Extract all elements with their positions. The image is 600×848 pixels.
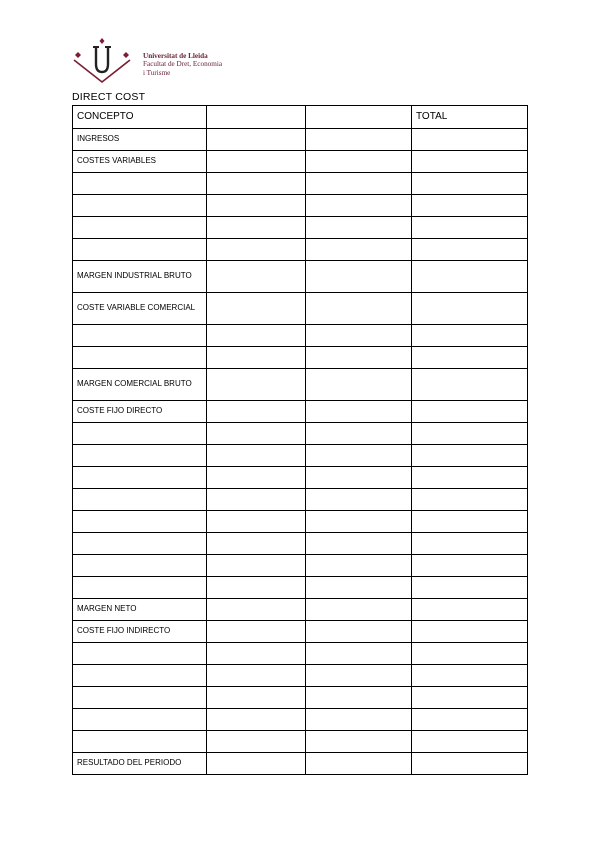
total-cell: [412, 239, 528, 261]
value-cell: [207, 709, 306, 731]
direct-cost-table: [72, 105, 528, 775]
value-cell: [207, 511, 306, 533]
table-row: [73, 401, 528, 423]
table-row: [73, 621, 528, 643]
value-cell: [207, 533, 306, 555]
value-cell: [207, 489, 306, 511]
value-cell: [306, 129, 412, 151]
table-row: [73, 665, 528, 687]
value-cell: [306, 621, 412, 643]
value-cell: [207, 423, 306, 445]
total-cell: [412, 511, 528, 533]
concept-cell: [73, 687, 207, 709]
value-cell: [306, 401, 412, 423]
value-cell: [207, 467, 306, 489]
table-row: [73, 445, 528, 467]
table-row: [73, 293, 528, 325]
value-cell: [207, 129, 306, 151]
total-cell: [412, 621, 528, 643]
concept-cell: [73, 325, 207, 347]
table-row: [73, 489, 528, 511]
concept-cell: [73, 555, 207, 577]
total-cell: [412, 665, 528, 687]
concept-cell: COSTE VARIABLE COMERCIAL: [73, 293, 207, 325]
table-row: [73, 369, 528, 401]
table-row: [73, 239, 528, 261]
value-cell: [306, 151, 412, 173]
table-row: [73, 151, 528, 173]
table-row: [73, 217, 528, 239]
value-cell: [306, 261, 412, 293]
concept-cell: [73, 533, 207, 555]
table-row: [73, 173, 528, 195]
table-row: [73, 347, 528, 369]
total-cell: [412, 347, 528, 369]
total-cell: [412, 129, 528, 151]
total-cell: [412, 151, 528, 173]
concept-cell: [73, 665, 207, 687]
table-row: [73, 753, 528, 775]
table-row: [73, 325, 528, 347]
value-cell: [306, 423, 412, 445]
value-cell: [207, 261, 306, 293]
total-cell: [412, 173, 528, 195]
table-row: [73, 709, 528, 731]
value-cell: [306, 239, 412, 261]
value-cell: [306, 643, 412, 665]
table-row: [73, 261, 528, 293]
value-cell: [207, 643, 306, 665]
value-cell: [207, 555, 306, 577]
document-title: DIRECT COST: [72, 91, 146, 103]
total-cell: [412, 423, 528, 445]
value-cell: [207, 599, 306, 621]
total-cell: [412, 195, 528, 217]
value-cell: [207, 753, 306, 775]
table-row: [73, 599, 528, 621]
table-row: [73, 195, 528, 217]
concept-cell: [73, 217, 207, 239]
concept-cell: [73, 173, 207, 195]
logo-line-2: Facultat de Dret, Economia: [143, 60, 223, 69]
table-row: [73, 423, 528, 445]
total-cell: [412, 467, 528, 489]
value-cell: [306, 489, 412, 511]
table-body: [73, 106, 528, 775]
value-cell: [306, 347, 412, 369]
table-row: [73, 577, 528, 599]
total-cell: [412, 599, 528, 621]
value-cell: [207, 621, 306, 643]
value-cell: [306, 217, 412, 239]
university-emblem-icon: [70, 36, 134, 86]
value-cell: [306, 173, 412, 195]
value-cell: [306, 325, 412, 347]
value-cell: [207, 173, 306, 195]
concept-cell: [73, 731, 207, 753]
column-header-total: TOTAL: [412, 106, 528, 129]
concept-cell: [73, 467, 207, 489]
concept-cell: COSTE FIJO INDIRECTO: [73, 621, 207, 643]
value-cell: [306, 369, 412, 401]
value-cell: [207, 731, 306, 753]
total-cell: [412, 577, 528, 599]
value-cell: [207, 577, 306, 599]
concept-cell: MARGEN NETO: [73, 599, 207, 621]
value-cell: [306, 709, 412, 731]
total-cell: [412, 261, 528, 293]
value-cell: [306, 467, 412, 489]
concept-cell: [73, 643, 207, 665]
table-row: [73, 467, 528, 489]
total-cell: [412, 555, 528, 577]
total-cell: [412, 325, 528, 347]
total-cell: [412, 709, 528, 731]
concept-cell: [73, 709, 207, 731]
total-cell: [412, 753, 528, 775]
column-header-concepto: CONCEPTO: [73, 106, 207, 129]
value-cell: [306, 511, 412, 533]
table-row: [73, 643, 528, 665]
value-cell: [207, 195, 306, 217]
concept-cell: [73, 423, 207, 445]
total-cell: [412, 445, 528, 467]
value-cell: [207, 293, 306, 325]
value-cell: [207, 347, 306, 369]
table-row: [73, 731, 528, 753]
column-header-2: [207, 106, 306, 129]
concept-cell: [73, 577, 207, 599]
value-cell: [207, 217, 306, 239]
concept-cell: COSTES VARIABLES: [73, 151, 207, 173]
value-cell: [306, 555, 412, 577]
total-cell: [412, 731, 528, 753]
concept-cell: MARGEN COMERCIAL BRUTO: [73, 369, 207, 401]
value-cell: [207, 665, 306, 687]
concept-cell: [73, 239, 207, 261]
value-cell: [207, 369, 306, 401]
concept-cell: [73, 511, 207, 533]
total-cell: [412, 293, 528, 325]
total-cell: [412, 217, 528, 239]
concept-cell: RESULTADO DEL PERIODO: [73, 753, 207, 775]
value-cell: [306, 195, 412, 217]
logo-line-3: i Turisme: [143, 68, 171, 77]
value-cell: [306, 599, 412, 621]
concept-cell: [73, 445, 207, 467]
concept-cell: [73, 195, 207, 217]
concept-cell: [73, 347, 207, 369]
value-cell: [306, 687, 412, 709]
value-cell: [207, 401, 306, 423]
value-cell: [207, 151, 306, 173]
table-row: [73, 511, 528, 533]
value-cell: [207, 445, 306, 467]
value-cell: [306, 533, 412, 555]
logo-line-1: Universitat de Lleida: [143, 52, 208, 60]
table-row: [73, 129, 528, 151]
university-logo: [70, 36, 260, 86]
value-cell: [306, 665, 412, 687]
concept-cell: MARGEN INDUSTRIAL BRUTO: [73, 261, 207, 293]
value-cell: [306, 577, 412, 599]
table-row: [73, 533, 528, 555]
concept-cell: [73, 489, 207, 511]
concept-cell: INGRESOS: [73, 129, 207, 151]
value-cell: [306, 753, 412, 775]
total-cell: [412, 643, 528, 665]
total-cell: [412, 687, 528, 709]
concept-cell: COSTE FIJO DIRECTO: [73, 401, 207, 423]
table-row: [73, 687, 528, 709]
table-header-row: [73, 106, 528, 129]
value-cell: [306, 445, 412, 467]
total-cell: [412, 369, 528, 401]
column-header-3: [306, 106, 412, 129]
table-row: [73, 555, 528, 577]
value-cell: [207, 687, 306, 709]
total-cell: [412, 401, 528, 423]
value-cell: [207, 239, 306, 261]
total-cell: [412, 533, 528, 555]
value-cell: [306, 293, 412, 325]
value-cell: [207, 325, 306, 347]
value-cell: [306, 731, 412, 753]
total-cell: [412, 489, 528, 511]
